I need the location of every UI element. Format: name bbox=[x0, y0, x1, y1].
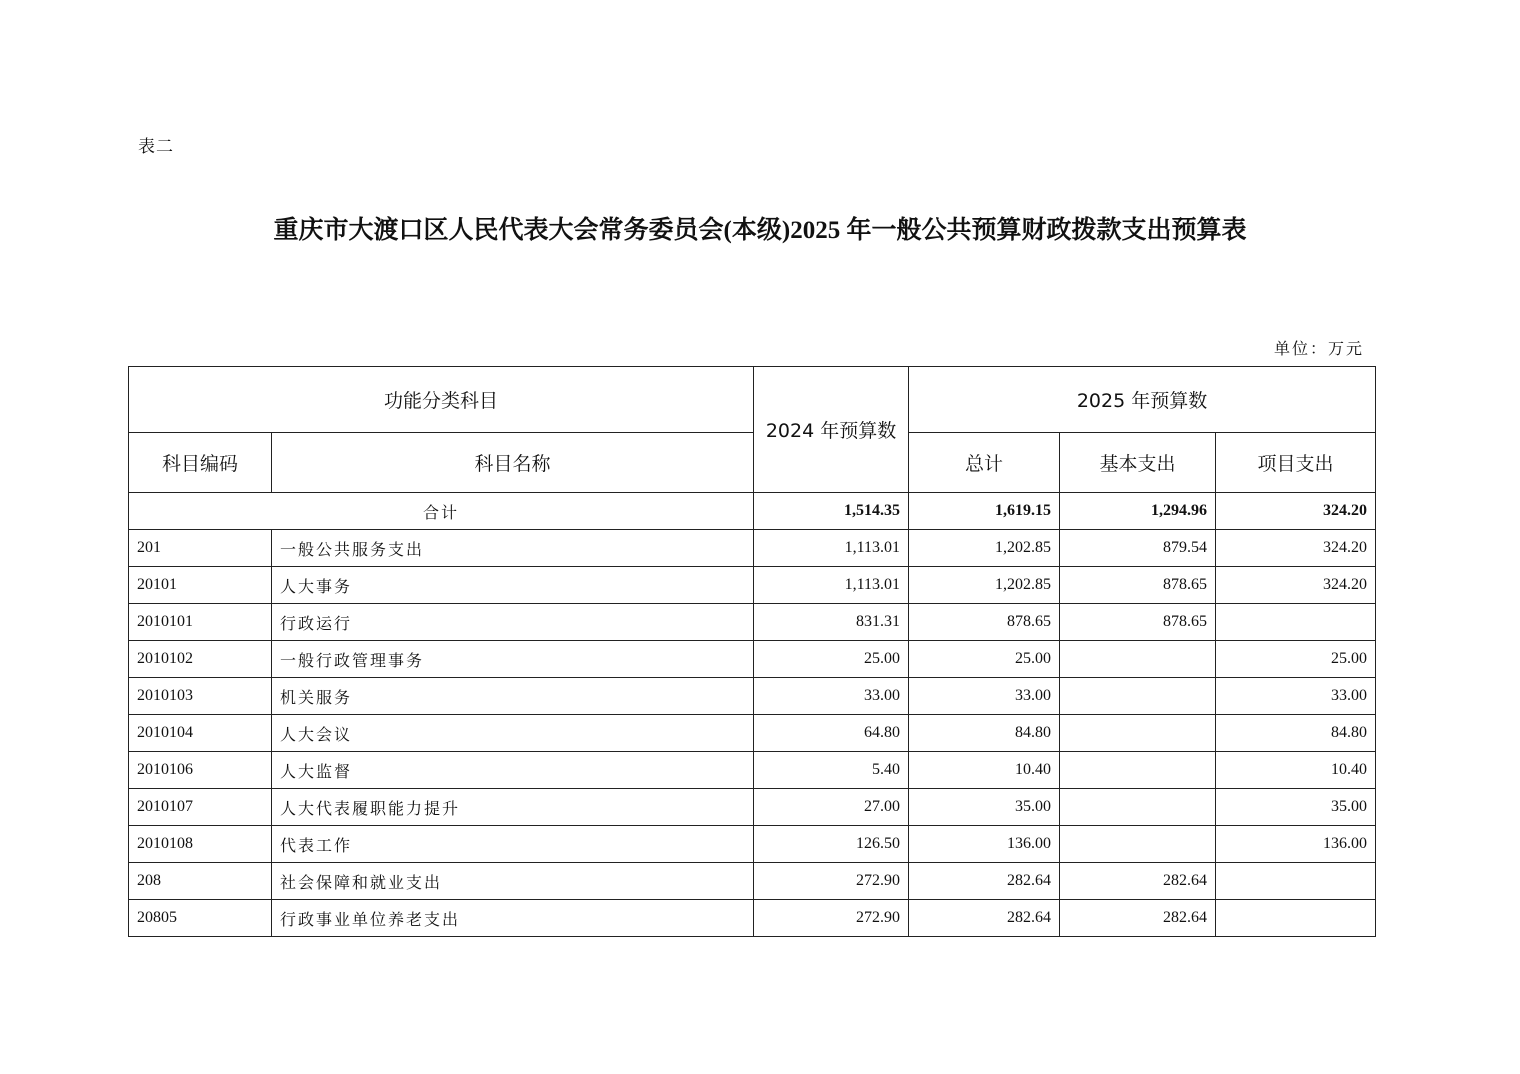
row-name: 人大监督 bbox=[272, 752, 754, 789]
row-budget-2024: 5.40 bbox=[754, 752, 909, 789]
header-category: 功能分类科目 bbox=[129, 367, 754, 433]
row-basic bbox=[1060, 826, 1216, 863]
row-project: 324.20 bbox=[1216, 567, 1376, 604]
row-basic: 878.65 bbox=[1060, 567, 1216, 604]
header-project: 项目支出 bbox=[1216, 433, 1376, 493]
row-budget-2024: 272.90 bbox=[754, 900, 909, 937]
row-code: 2010102 bbox=[129, 641, 272, 678]
row-project: 10.40 bbox=[1216, 752, 1376, 789]
row-total: 878.65 bbox=[909, 604, 1060, 641]
row-basic bbox=[1060, 678, 1216, 715]
row-name: 人大会议 bbox=[272, 715, 754, 752]
header-budget-2024: 2024 年预算数 bbox=[754, 367, 909, 493]
row-basic bbox=[1060, 752, 1216, 789]
row-code: 2010107 bbox=[129, 789, 272, 826]
row-budget-2024: 1,113.01 bbox=[754, 567, 909, 604]
table-row bbox=[129, 863, 1376, 900]
table-row bbox=[129, 826, 1376, 863]
table-row bbox=[129, 567, 1376, 604]
table-row bbox=[129, 715, 1376, 752]
row-budget-2024: 1,113.01 bbox=[754, 530, 909, 567]
table-row bbox=[129, 530, 1376, 567]
row-project: 25.00 bbox=[1216, 641, 1376, 678]
row-code: 2010101 bbox=[129, 604, 272, 641]
row-name: 人大代表履职能力提升 bbox=[272, 789, 754, 826]
row-total: 1,202.85 bbox=[909, 530, 1060, 567]
row-name: 社会保障和就业支出 bbox=[272, 863, 754, 900]
row-basic bbox=[1060, 715, 1216, 752]
row-basic: 282.64 bbox=[1060, 900, 1216, 937]
total-total: 1,619.15 bbox=[909, 493, 1060, 530]
total-label: 合计 bbox=[129, 493, 754, 530]
row-total: 282.64 bbox=[909, 900, 1060, 937]
total-row bbox=[129, 493, 1376, 530]
row-total: 282.64 bbox=[909, 863, 1060, 900]
row-budget-2024: 64.80 bbox=[754, 715, 909, 752]
row-basic: 879.54 bbox=[1060, 530, 1216, 567]
row-name: 代表工作 bbox=[272, 826, 754, 863]
row-basic bbox=[1060, 789, 1216, 826]
document-title: 重庆市大渡口区人民代表大会常务委员会(本级)2025 年一般公共预算财政拨款支出预算表 bbox=[273, 217, 1247, 244]
row-budget-2024: 126.50 bbox=[754, 826, 909, 863]
row-budget-2024: 27.00 bbox=[754, 789, 909, 826]
table-row bbox=[129, 789, 1376, 826]
total-project: 324.20 bbox=[1216, 493, 1376, 530]
total-basic: 1,294.96 bbox=[1060, 493, 1216, 530]
row-code: 20805 bbox=[129, 900, 272, 937]
table-row bbox=[129, 900, 1376, 937]
header-basic: 基本支出 bbox=[1060, 433, 1216, 493]
header-budget-2025: 2025 年预算数 bbox=[909, 367, 1376, 433]
row-project bbox=[1216, 900, 1376, 937]
row-project: 324.20 bbox=[1216, 530, 1376, 567]
row-total: 25.00 bbox=[909, 641, 1060, 678]
row-total: 136.00 bbox=[909, 826, 1060, 863]
row-code: 20101 bbox=[129, 567, 272, 604]
row-name: 一般公共服务支出 bbox=[272, 530, 754, 567]
row-code: 201 bbox=[129, 530, 272, 567]
row-name: 人大事务 bbox=[272, 567, 754, 604]
table-row bbox=[129, 678, 1376, 715]
row-budget-2024: 33.00 bbox=[754, 678, 909, 715]
row-project bbox=[1216, 604, 1376, 641]
row-total: 84.80 bbox=[909, 715, 1060, 752]
row-total: 1,202.85 bbox=[909, 567, 1060, 604]
row-code: 208 bbox=[129, 863, 272, 900]
unit-label: 单位：万元 bbox=[1273, 341, 1364, 358]
row-basic bbox=[1060, 641, 1216, 678]
row-project: 84.80 bbox=[1216, 715, 1376, 752]
header-total: 总计 bbox=[909, 433, 1060, 493]
row-basic: 878.65 bbox=[1060, 604, 1216, 641]
row-code: 2010108 bbox=[129, 826, 272, 863]
row-total: 35.00 bbox=[909, 789, 1060, 826]
row-project: 33.00 bbox=[1216, 678, 1376, 715]
header-name: 科目名称 bbox=[272, 433, 754, 493]
row-budget-2024: 831.31 bbox=[754, 604, 909, 641]
row-name: 行政事业单位养老支出 bbox=[272, 900, 754, 937]
table-row bbox=[129, 604, 1376, 641]
row-name: 一般行政管理事务 bbox=[272, 641, 754, 678]
row-basic: 282.64 bbox=[1060, 863, 1216, 900]
row-project: 136.00 bbox=[1216, 826, 1376, 863]
table-row bbox=[129, 752, 1376, 789]
header-code: 科目编码 bbox=[129, 433, 272, 493]
table-row bbox=[129, 641, 1376, 678]
row-code: 2010106 bbox=[129, 752, 272, 789]
row-total: 10.40 bbox=[909, 752, 1060, 789]
budget-table bbox=[128, 366, 1376, 937]
row-project: 35.00 bbox=[1216, 789, 1376, 826]
row-budget-2024: 272.90 bbox=[754, 863, 909, 900]
row-name: 机关服务 bbox=[272, 678, 754, 715]
row-budget-2024: 25.00 bbox=[754, 641, 909, 678]
row-total: 33.00 bbox=[909, 678, 1060, 715]
table-label: 表二 bbox=[138, 137, 174, 156]
row-code: 2010104 bbox=[129, 715, 272, 752]
row-project bbox=[1216, 863, 1376, 900]
total-budget-2024: 1,514.35 bbox=[754, 493, 909, 530]
row-code: 2010103 bbox=[129, 678, 272, 715]
row-name: 行政运行 bbox=[272, 604, 754, 641]
